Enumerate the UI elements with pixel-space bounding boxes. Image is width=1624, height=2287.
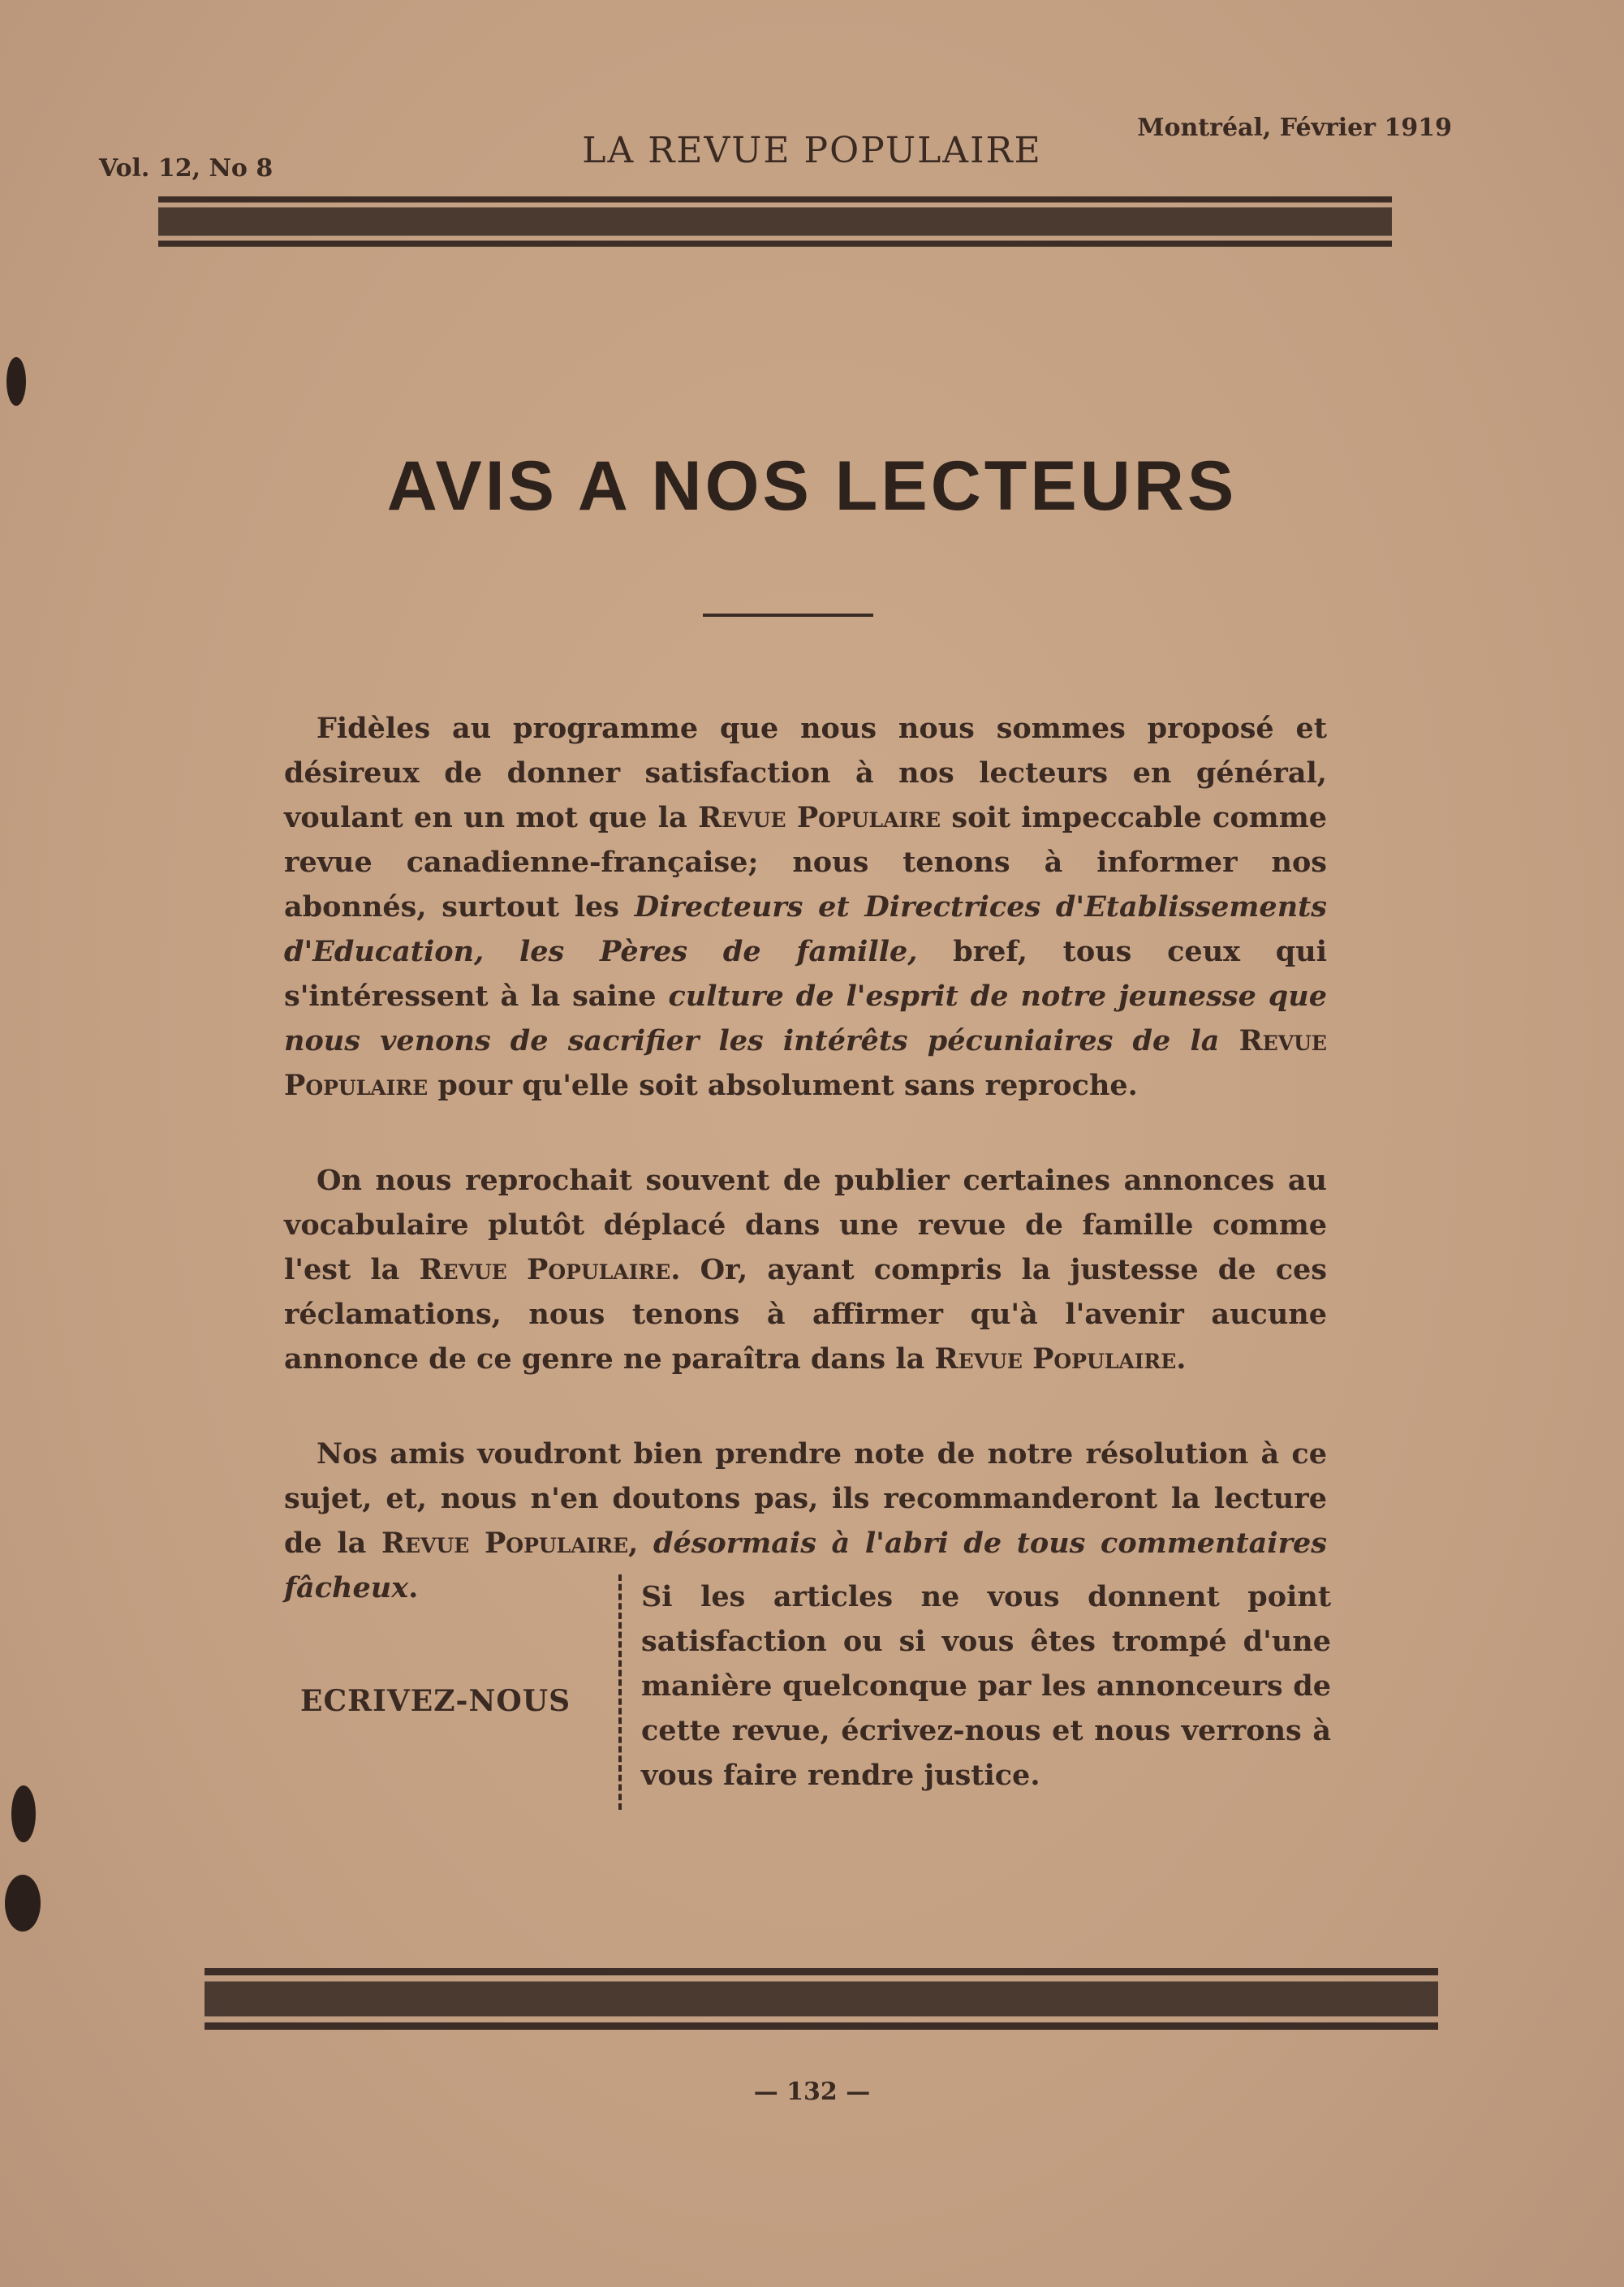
p2-text-2: . Or, ayant compris la justesse de ces réclamations, nous tenons à affirmer qu'à l'avenir aucune annonce de ce genre ne paraîtra dans la — [284, 1253, 1327, 1376]
contact-label: ECRIVEZ-NOUS — [300, 1684, 571, 1718]
ink-blot-3 — [5, 1875, 41, 1932]
paragraph-1 — [284, 706, 1327, 1108]
p2-journal-name-1: Revue Populaire — [419, 1253, 671, 1286]
page-title: AVIS A NOS LECTEURS — [386, 447, 1238, 525]
paragraph-2 — [284, 1158, 1327, 1381]
p1-text-2: soit impeccable comme revue canadienne-française; nous tenons à informer nos abonnés, surtout les — [284, 801, 1328, 924]
top-decorative-rule — [158, 196, 1392, 247]
p1-journal-name-1: Revue Populaire — [698, 801, 941, 834]
bottom-decorative-rule — [205, 1968, 1438, 2030]
ink-blot-1 — [6, 357, 26, 406]
p1-italic-1: Directeurs et Directrices d'Etablissements d'Education, les Pères de famille, — [284, 890, 1328, 968]
p3-italic-1: désormais à l'abri de tous commentaires fâcheux — [284, 1527, 1327, 1604]
contact-divider — [618, 1574, 625, 1810]
contact-box — [300, 1574, 1331, 1818]
contact-text: Si les articles ne vous donnent point satisfaction ou si vous êtes trompé d'une manière quelconque par les annonceurs de cette revue, écrivez-nous et nous verrons à vous faire rendre justice. — [641, 1580, 1331, 1792]
p1-journal-name-2: Revue Populaire — [284, 1024, 1327, 1102]
p2-text-1: On nous reprochait souvent de publier certaines annonces au vocabulaire plutôt déplacé dans une revue de famille comme l'est la — [284, 1164, 1327, 1286]
title-underline — [703, 614, 873, 617]
ink-blot-2 — [11, 1785, 36, 1842]
p2-text-3: . — [1176, 1342, 1187, 1376]
p1-text-1: Fidèles au programme que nous nous sommes proposé et désireux de donner satisfaction à nos lecteurs en général, voulant en un mot que la — [284, 712, 1327, 834]
p3-text-1: Nos amis voudront bien prendre note de notre résolution à ce sujet, et, nous n'en doutons pas, ils recommanderont la lecture de la — [284, 1437, 1327, 1560]
p3-text-3: . — [408, 1571, 419, 1604]
p1-italic-2: culture de l'esprit de notre jeunesse que nous venons de sacrifier les intérêts pécuniaires de la — [284, 980, 1327, 1057]
p1-text-3: bref, tous ceux qui s'intéressent à la saine — [284, 935, 1327, 1013]
p3-text-2: , — [628, 1527, 653, 1560]
p1-text-4: pour qu'elle soit absolument sans reproche. — [428, 1069, 1138, 1102]
p3-journal-name-1: Revue Populaire — [381, 1527, 629, 1560]
journal-name: LA REVUE POPULAIRE — [582, 130, 1042, 171]
place-date: Montréal, Février 1919 — [1137, 114, 1452, 142]
volume-number: Vol. 12, No 8 — [99, 154, 274, 183]
page-number: — 132 — — [753, 2078, 871, 2106]
p2-journal-name-2: Revue Populaire — [934, 1342, 1177, 1376]
article-body — [284, 706, 1327, 1660]
